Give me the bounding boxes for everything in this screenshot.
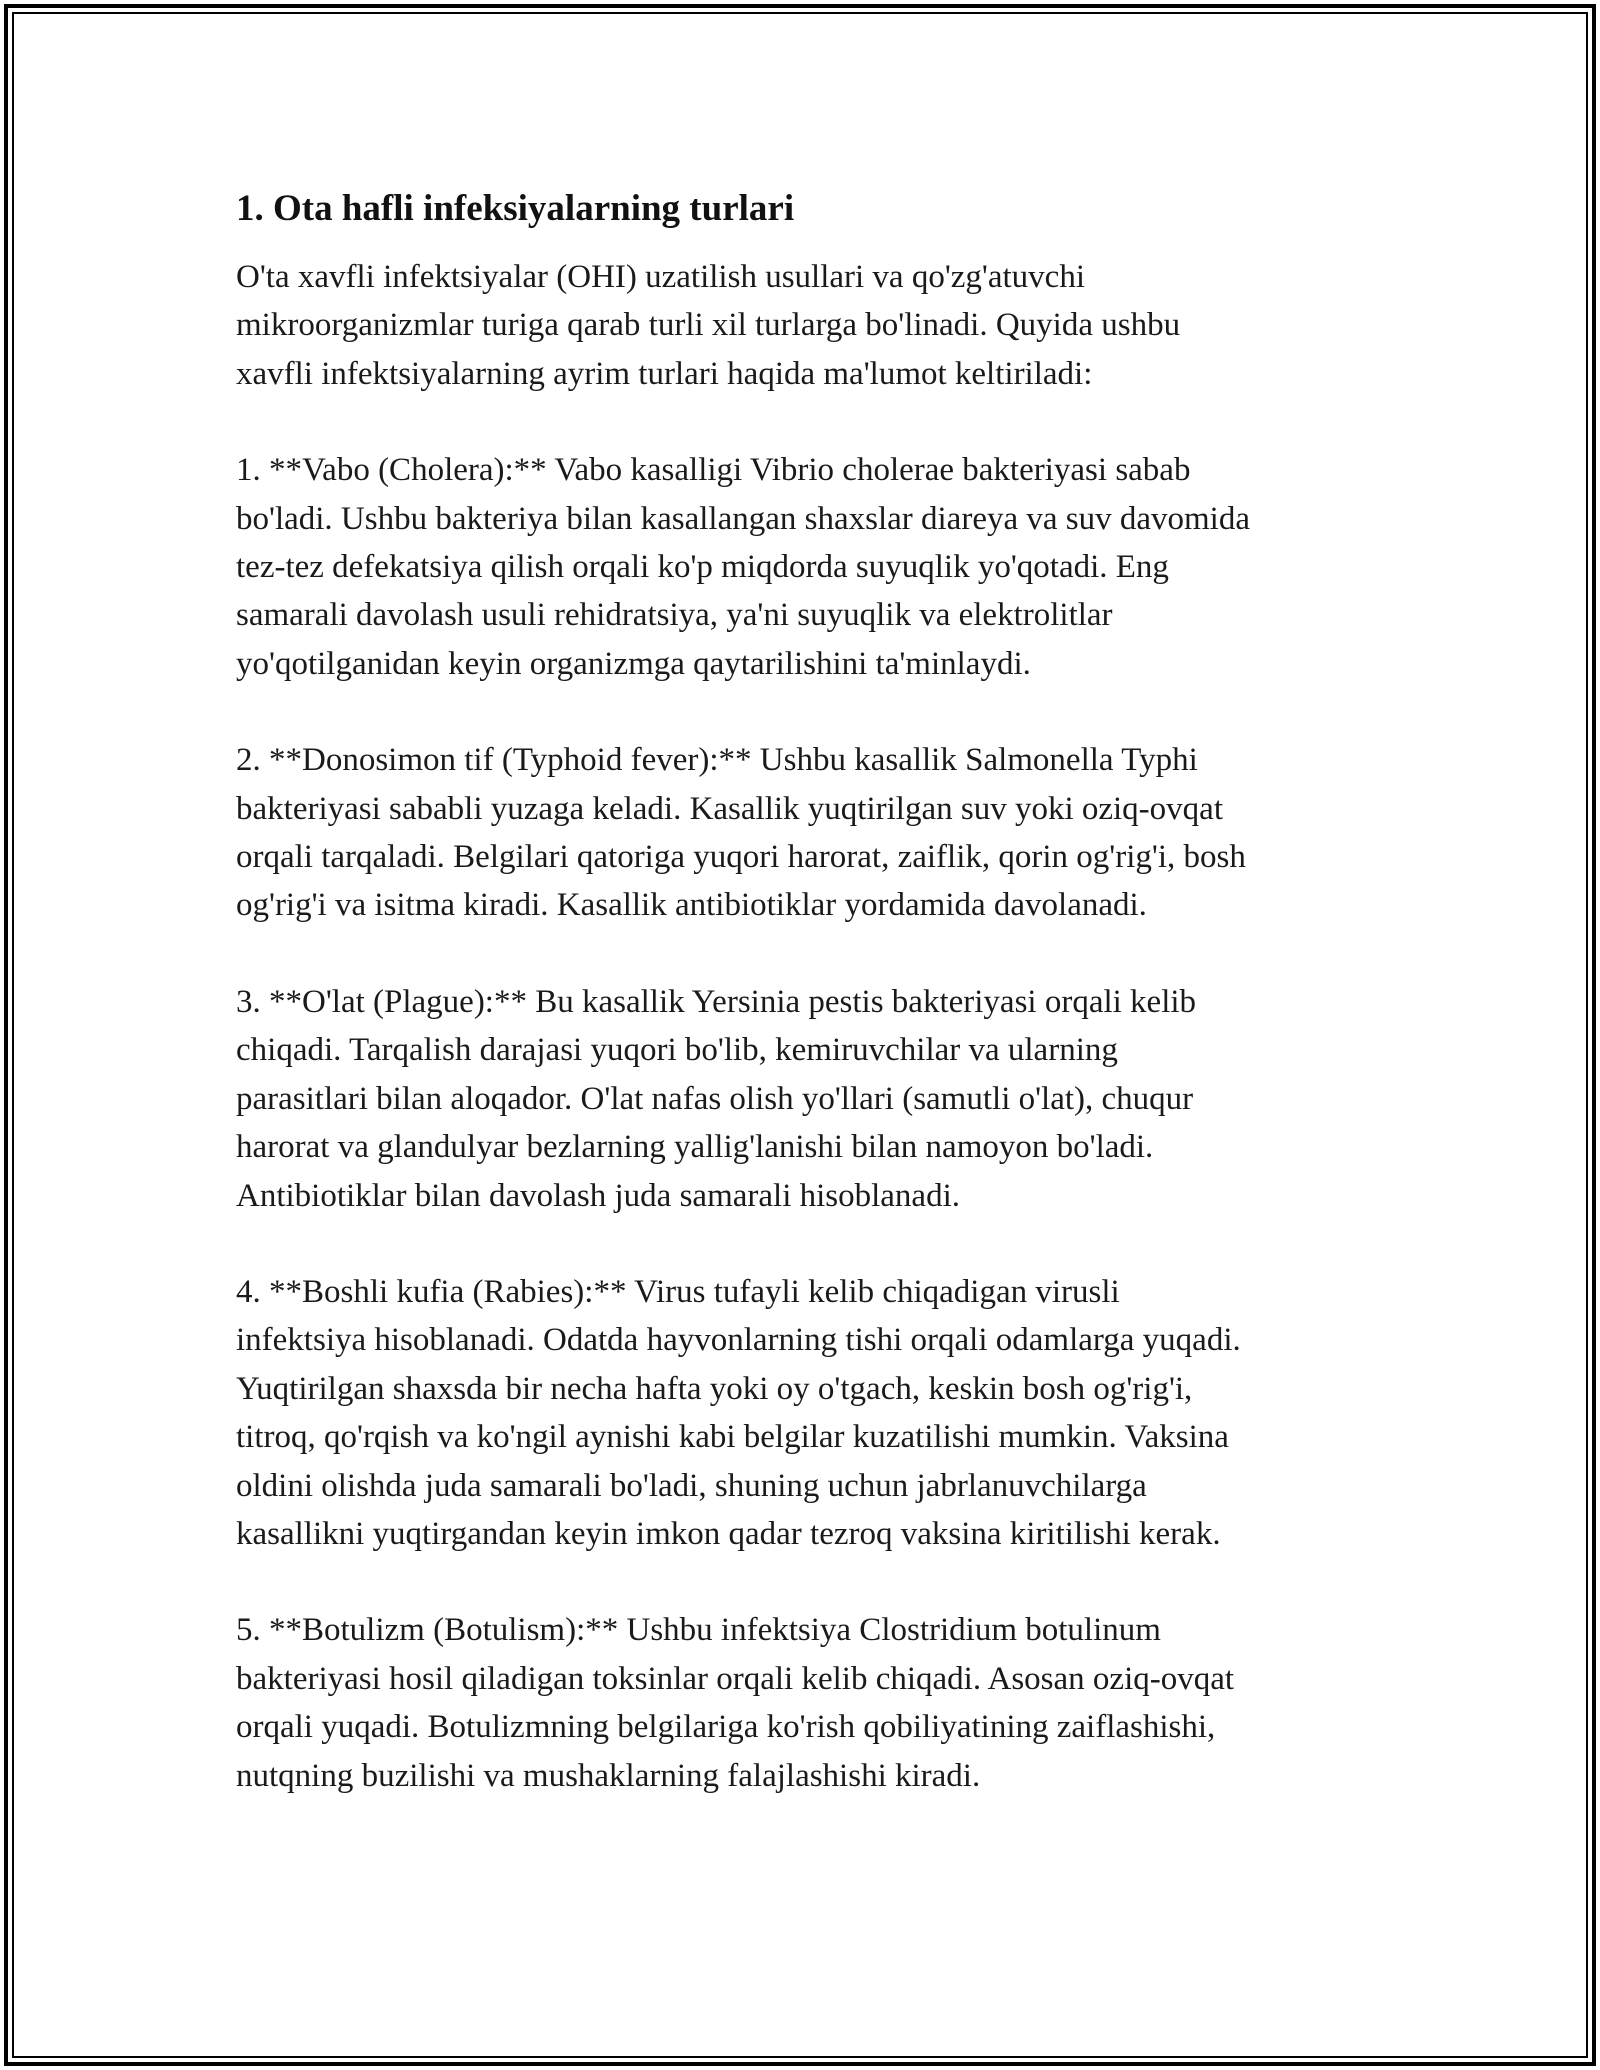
document-title: 1. Ota hafli infeksiyalarning turlari [236,188,795,229]
document-body [236,185,1366,1848]
typhoid-paragraph: 2. **Donosimon tif (Typhoid fever):** Ushbu kasallik Salmonella Typhi bakteriyasi sababli yuzaga keladi. Kasallik yuqtirilgan suv yoki oziq-ovqat orqali tarqaladi. Belgilari qatoriga yuqori harorat, zaiflik, qorin og'rig'i, bosh og'rig'i va isitma kiradi. Kasallik antibiotiklar yordamida davolanadi. [236,742,1246,924]
plague-paragraph: 3. **O'lat (Plague):** Bu kasallik Yersinia pestis bakteriyasi orqali kelib chiqadi. Tarqalish darajasi yuqori bo'lib, kemiruvchilar va ularning parasitlari bilan aloqador. O'lat nafas olish yo'llari (samutli o'lat), chuqur harorat va glandulyar bezlarning yallig'lanishi bilan namoyon bo'ladi. Antibiotiklar bilan davolash juda samarali hisoblanadi. [236,983,1197,1214]
cholera-paragraph: 1. **Vabo (Cholera):** Vabo kasalligi Vibrio cholerae bakteriyasi sabab bo'ladi. Ushbu bakteriya bilan kasallangan shaxslar diareya va suv davomida tez-tez defekatsiya qilish orqali ko'p miqdorda suyuqlik yo'qotadi. Eng samarali davolash usuli rehidratsiya, ya'ni suyuqlik va elektrolitlar yo'qotilganidan keyin organizmga qaytarilishini ta'minlaydi. [236,452,1250,682]
botulism-paragraph: 5. **Botulizm (Botulism):** Ushbu infektsiya Clostridium botulinum bakteriyasi hosil qiladigan toksinlar orqali kelib chiqadi. Asosan oziq-ovqat orqali yuqadi. Botulizmning belgilariga ko'rish qobiliyatining zaiflashishi, nutqning buzilishi va mushaklarning falajlashishi kiradi. [236,1612,1235,1794]
intro-paragraph: O'ta xavfli infektsiyalar (OHI) uzatilish usullari va qo'zg'atuvchi mikroorganizmlar turiga qarab turli xil turlarga bo'linadi. Quyida ushbu xavfli infektsiyalarning ayrim turlari haqida ma'lumot keltiriladi: [236,259,1181,392]
rabies-paragraph: 4. **Boshli kufia (Rabies):** Virus tufayli kelib chiqadigan virusli infektsiya hisoblanadi. Odatda hayvonlarning tishi orqali odamlarga yuqadi. Yuqtirilgan shaxsda bir necha hafta yoki oy o'tgach, keskin bosh og'rig'i, titroq, qo'rqish va ko'ngil aynishi kabi belgilar kuzatilishi mumkin. Vaksina oldini olishda juda samarali bo'ladi, shuning uchun jabrlanuvchilarga kasallikni yuqtirgandan keyin imkon qadar tezroq vaksina kiritilishi kerak. [236,1273,1241,1552]
